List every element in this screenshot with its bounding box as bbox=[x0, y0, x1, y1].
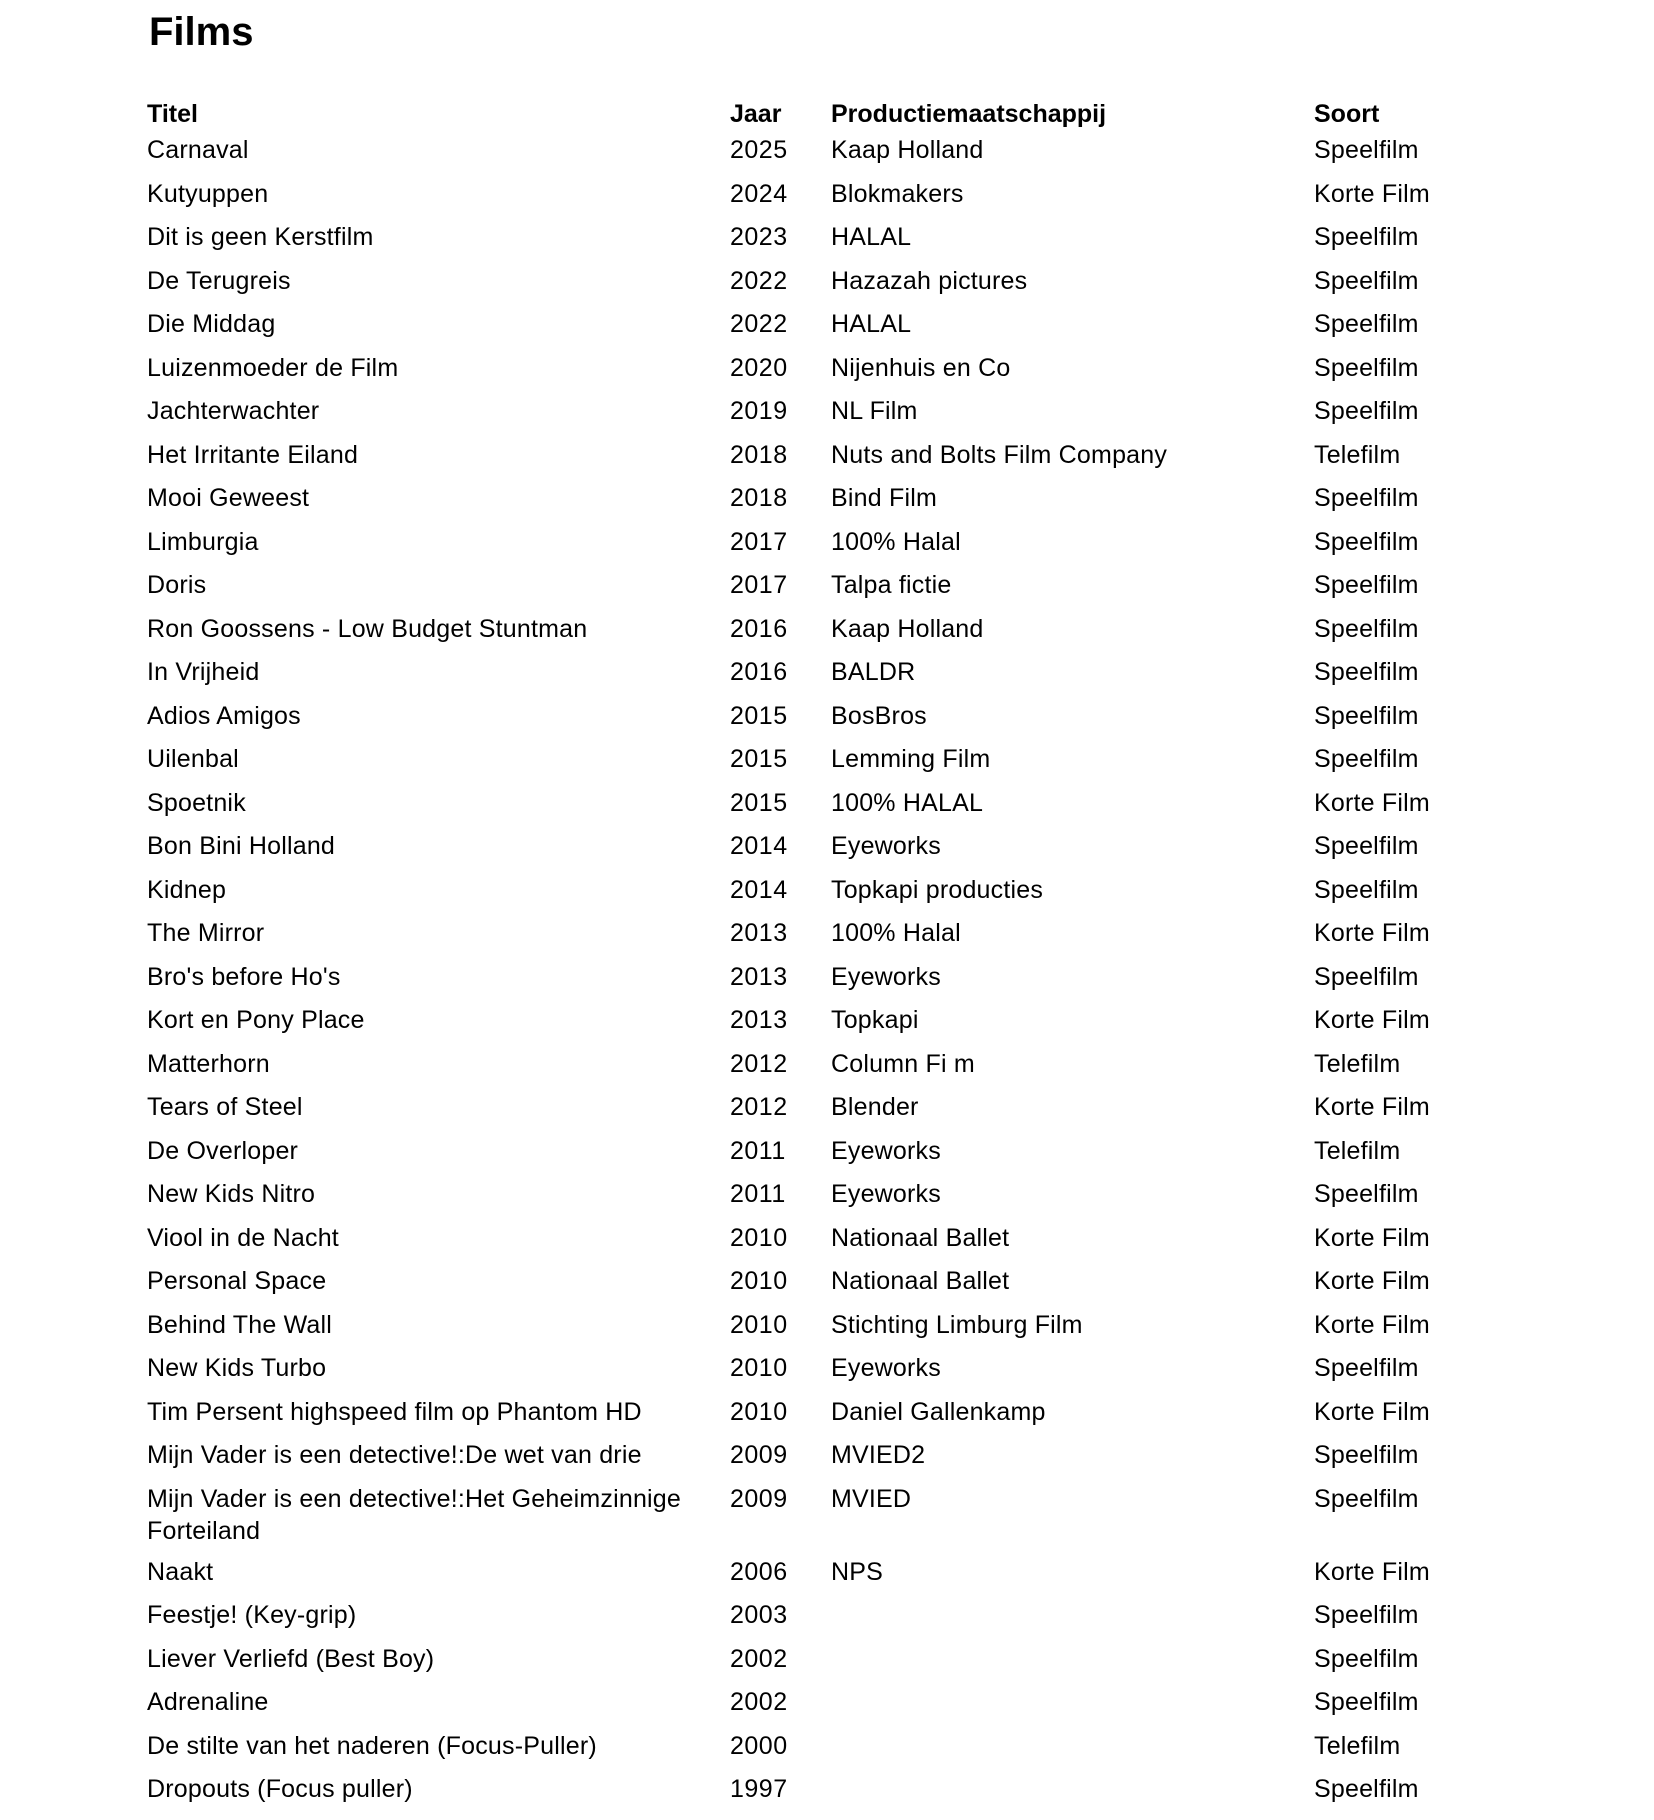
film-type-cell: Korte Film bbox=[1314, 1006, 1430, 1034]
film-type-cell: Korte Film bbox=[1314, 1267, 1430, 1295]
table-row bbox=[147, 917, 1447, 961]
table-row bbox=[147, 830, 1447, 874]
table-row bbox=[147, 961, 1447, 1005]
film-year-cell: 2003 bbox=[730, 1601, 788, 1629]
table-row bbox=[147, 1178, 1447, 1222]
film-year-cell: 2014 bbox=[730, 832, 788, 860]
table-row bbox=[147, 787, 1447, 831]
table-row bbox=[147, 1004, 1447, 1048]
film-year-cell: 2009 bbox=[730, 1484, 788, 1513]
film-year-cell: 2015 bbox=[730, 788, 788, 817]
films-table bbox=[147, 94, 1447, 1817]
column-header-company: Productiemaatschappij bbox=[831, 100, 1107, 128]
table-row bbox=[147, 1265, 1447, 1309]
film-type-cell: Speelfilm bbox=[1314, 223, 1419, 251]
film-type-cell: Speelfilm bbox=[1314, 1484, 1419, 1513]
film-year-cell: 2012 bbox=[730, 1093, 788, 1121]
table-header-row bbox=[147, 94, 1447, 134]
film-title-cell: Liever Verliefd (Best Boy) bbox=[147, 1644, 435, 1673]
film-year-cell: 2025 bbox=[730, 136, 788, 164]
film-year-cell: 2020 bbox=[730, 353, 788, 382]
film-year-cell: 2015 bbox=[730, 745, 788, 773]
film-year-cell: 2011 bbox=[730, 1180, 786, 1208]
film-type-cell: Telefilm bbox=[1314, 440, 1401, 469]
table-row bbox=[147, 1352, 1447, 1396]
table-row bbox=[147, 178, 1447, 222]
film-title-cell: Doris bbox=[147, 571, 207, 599]
table-row bbox=[147, 134, 1447, 178]
film-company-cell: Daniel Gallenkamp bbox=[831, 1397, 1046, 1426]
table-row bbox=[147, 439, 1447, 483]
film-company-cell: Nationaal Ballet bbox=[831, 1267, 1010, 1295]
film-company-cell: Blender bbox=[831, 1093, 919, 1121]
film-year-cell: 2000 bbox=[730, 1731, 788, 1760]
film-title-cell: Bro's before Ho's bbox=[147, 962, 341, 991]
film-title-cell: The Mirror bbox=[147, 919, 265, 947]
film-company-cell: NL Film bbox=[831, 397, 918, 425]
column-header-title: Titel bbox=[147, 100, 198, 128]
film-company-cell: Nationaal Ballet bbox=[831, 1223, 1010, 1252]
film-title-cell: Feestje! (Key-grip) bbox=[147, 1601, 357, 1629]
film-title-cell: Dropouts (Focus puller) bbox=[147, 1775, 413, 1803]
film-company-cell: Hazazah pictures bbox=[831, 266, 1028, 295]
film-company-cell: Eyeworks bbox=[831, 832, 941, 860]
table-row bbox=[147, 221, 1447, 265]
film-company-cell: Topkapi producties bbox=[831, 875, 1044, 904]
film-year-cell: 1997 bbox=[730, 1775, 788, 1803]
table-row bbox=[147, 352, 1447, 396]
table-row bbox=[147, 1556, 1447, 1600]
film-year-cell: 2011 bbox=[730, 1136, 786, 1165]
film-title-cell: De Terugreis bbox=[147, 266, 291, 295]
table-row bbox=[147, 1135, 1447, 1179]
film-year-cell: 2010 bbox=[730, 1397, 788, 1426]
film-type-cell: Speelfilm bbox=[1314, 310, 1419, 338]
film-company-cell: Eyeworks bbox=[831, 962, 941, 991]
film-year-cell: 2009 bbox=[730, 1441, 788, 1469]
film-company-cell: 100% Halal bbox=[831, 919, 961, 947]
film-title-cell: Luizenmoeder de Film bbox=[147, 353, 399, 382]
film-year-cell: 2023 bbox=[730, 223, 788, 251]
film-company-cell bbox=[831, 1643, 1314, 1687]
film-year-cell: 2018 bbox=[730, 440, 788, 469]
film-title-cell: De Overloper bbox=[147, 1136, 299, 1165]
film-company-cell: MVIED bbox=[831, 1484, 912, 1513]
film-company-cell: 100% HALAL bbox=[831, 788, 984, 817]
film-title-cell: Matterhorn bbox=[147, 1049, 270, 1078]
film-type-cell: Speelfilm bbox=[1314, 875, 1419, 904]
film-type-cell: Korte Film bbox=[1314, 1310, 1430, 1339]
film-type-cell: Telefilm bbox=[1314, 1049, 1401, 1078]
table-row bbox=[147, 874, 1447, 918]
film-title-cell: Tears of Steel bbox=[147, 1093, 303, 1121]
table-row bbox=[147, 526, 1447, 570]
film-title-cell: Het Irritante Eiland bbox=[147, 440, 359, 469]
table-row bbox=[147, 1439, 1447, 1483]
film-company-cell: BosBros bbox=[831, 701, 927, 730]
film-type-cell: Speelfilm bbox=[1314, 1775, 1419, 1803]
film-type-cell: Korte Film bbox=[1314, 1397, 1430, 1426]
table-row bbox=[147, 1599, 1447, 1643]
film-title-cell: New Kids Nitro bbox=[147, 1180, 316, 1208]
film-type-cell: Speelfilm bbox=[1314, 1688, 1419, 1716]
table-row bbox=[147, 1222, 1447, 1266]
film-year-cell: 2010 bbox=[730, 1310, 788, 1339]
film-company-cell: Nijenhuis en Co bbox=[831, 353, 1011, 382]
film-title-cell: Mijn Vader is een detective!:De wet van drie bbox=[147, 1441, 642, 1469]
table-row bbox=[147, 656, 1447, 700]
table-row bbox=[147, 613, 1447, 657]
film-type-cell: Korte Film bbox=[1314, 788, 1430, 817]
film-company-cell: Nuts and Bolts Film Company bbox=[831, 440, 1168, 469]
table-row bbox=[147, 265, 1447, 309]
film-year-cell: 2010 bbox=[730, 1267, 788, 1295]
film-company-cell: Kaap Holland bbox=[831, 614, 984, 643]
film-title-cell: New Kids Turbo bbox=[147, 1354, 327, 1382]
film-company-cell: Eyeworks bbox=[831, 1180, 941, 1208]
table-row bbox=[147, 743, 1447, 787]
film-year-cell: 2018 bbox=[730, 484, 788, 512]
page-title: Films bbox=[149, 10, 254, 54]
film-year-cell: 2024 bbox=[730, 179, 788, 208]
film-title-cell: Spoetnik bbox=[147, 788, 246, 817]
table-row bbox=[147, 1091, 1447, 1135]
film-type-cell: Telefilm bbox=[1314, 1731, 1401, 1760]
table-row bbox=[147, 1730, 1447, 1774]
film-company-cell: Lemming Film bbox=[831, 745, 991, 773]
film-company-cell: Talpa fictie bbox=[831, 571, 952, 599]
film-type-cell: Speelfilm bbox=[1314, 266, 1419, 295]
film-title-cell: Viool in de Nacht bbox=[147, 1223, 339, 1252]
film-type-cell: Speelfilm bbox=[1314, 1601, 1419, 1629]
film-year-cell: 2022 bbox=[730, 310, 788, 338]
film-title-cell: Jachterwachter bbox=[147, 397, 320, 425]
table-row bbox=[147, 1048, 1447, 1092]
film-company-cell: HALAL bbox=[831, 310, 912, 338]
film-year-cell: 2013 bbox=[730, 1006, 788, 1034]
film-company-cell bbox=[831, 1686, 1314, 1730]
film-year-cell: 2002 bbox=[730, 1644, 788, 1673]
film-year-cell: 2013 bbox=[730, 919, 788, 947]
film-company-cell: MVIED2 bbox=[831, 1441, 926, 1469]
film-title-cell: Mooi Geweest bbox=[147, 484, 310, 512]
film-company-cell: Eyeworks bbox=[831, 1354, 941, 1382]
table-row bbox=[147, 1483, 1447, 1556]
film-type-cell: Speelfilm bbox=[1314, 353, 1419, 382]
film-title-cell: Behind The Wall bbox=[147, 1310, 333, 1339]
film-company-cell: 100% Halal bbox=[831, 527, 961, 556]
film-company-cell: BALDR bbox=[831, 658, 916, 686]
film-company-cell: NPS bbox=[831, 1557, 884, 1586]
film-company-cell bbox=[831, 1730, 1314, 1774]
film-year-cell: 2017 bbox=[730, 527, 788, 556]
film-company-cell: Column Fi m bbox=[831, 1049, 975, 1078]
film-company-cell: Blokmakers bbox=[831, 179, 964, 208]
film-year-cell: 2010 bbox=[730, 1354, 788, 1382]
films-table-body bbox=[147, 134, 1447, 1817]
film-company-cell: Topkapi bbox=[831, 1006, 919, 1034]
film-year-cell: 2022 bbox=[730, 266, 788, 295]
film-title-cell: Adrenaline bbox=[147, 1688, 269, 1716]
film-title-cell: Kutyuppen bbox=[147, 179, 269, 208]
film-title-cell: Kidnep bbox=[147, 875, 227, 904]
film-year-cell: 2019 bbox=[730, 397, 788, 425]
film-type-cell: Speelfilm bbox=[1314, 832, 1419, 860]
film-type-cell: Speelfilm bbox=[1314, 527, 1419, 556]
film-type-cell: Speelfilm bbox=[1314, 962, 1419, 991]
film-type-cell: Speelfilm bbox=[1314, 136, 1419, 164]
film-title-cell: Uilenbal bbox=[147, 745, 239, 773]
film-title-cell: Ron Goossens - Low Budget Stuntman bbox=[147, 614, 588, 643]
film-type-cell: Speelfilm bbox=[1314, 1644, 1419, 1673]
table-row bbox=[147, 569, 1447, 613]
film-type-cell: Korte Film bbox=[1314, 179, 1430, 208]
film-title-cell: Limburgia bbox=[147, 527, 259, 556]
film-title-cell: Naakt bbox=[147, 1557, 214, 1586]
film-company-cell: Eyeworks bbox=[831, 1136, 941, 1165]
film-type-cell: Speelfilm bbox=[1314, 397, 1419, 425]
film-year-cell: 2014 bbox=[730, 875, 788, 904]
film-year-cell: 2016 bbox=[730, 614, 788, 643]
film-year-cell: 2016 bbox=[730, 658, 788, 686]
table-row bbox=[147, 482, 1447, 526]
film-title-cell: Bon Bini Holland bbox=[147, 832, 336, 860]
film-type-cell: Speelfilm bbox=[1314, 701, 1419, 730]
film-title-cell: Personal Space bbox=[147, 1267, 327, 1295]
film-title-cell: Carnaval bbox=[147, 136, 249, 164]
column-header-type: Soort bbox=[1314, 100, 1380, 128]
film-type-cell: Speelfilm bbox=[1314, 571, 1419, 599]
table-row bbox=[147, 1396, 1447, 1440]
film-type-cell: Speelfilm bbox=[1314, 658, 1419, 686]
film-title-cell: De stilte van het naderen (Focus-Puller) bbox=[147, 1731, 597, 1760]
film-type-cell: Speelfilm bbox=[1314, 1441, 1419, 1469]
film-year-cell: 2013 bbox=[730, 962, 788, 991]
film-title-cell: Die Middag bbox=[147, 310, 276, 338]
table-row bbox=[147, 700, 1447, 744]
film-title-cell: Adios Amigos bbox=[147, 701, 301, 730]
film-title-cell: Dit is geen Kerstfilm bbox=[147, 223, 374, 251]
film-type-cell: Speelfilm bbox=[1314, 1354, 1419, 1382]
film-year-cell: 2015 bbox=[730, 701, 788, 730]
film-type-cell: Speelfilm bbox=[1314, 614, 1419, 643]
film-company-cell: Bind Film bbox=[831, 484, 937, 512]
film-type-cell: Korte Film bbox=[1314, 1223, 1430, 1252]
table-row bbox=[147, 308, 1447, 352]
column-header-year: Jaar bbox=[730, 100, 782, 128]
table-row bbox=[147, 1309, 1447, 1353]
film-company-cell: Kaap Holland bbox=[831, 136, 984, 164]
film-type-cell: Speelfilm bbox=[1314, 1180, 1419, 1208]
film-type-cell: Telefilm bbox=[1314, 1136, 1401, 1165]
film-type-cell: Speelfilm bbox=[1314, 484, 1419, 512]
film-type-cell: Speelfilm bbox=[1314, 745, 1419, 773]
film-company-cell: Stichting Limburg Film bbox=[831, 1310, 1083, 1339]
film-title-cell: Tim Persent highspeed film op Phantom HD bbox=[147, 1397, 642, 1426]
film-company-cell bbox=[831, 1773, 1314, 1817]
film-type-cell: Korte Film bbox=[1314, 919, 1430, 947]
film-year-cell: 2017 bbox=[730, 571, 788, 599]
film-year-cell: 2002 bbox=[730, 1688, 788, 1716]
table-row bbox=[147, 395, 1447, 439]
table-row bbox=[147, 1773, 1447, 1817]
film-type-cell: Korte Film bbox=[1314, 1557, 1430, 1586]
table-row bbox=[147, 1686, 1447, 1730]
film-title-cell: Mijn Vader is een detective!:Het Geheimzinnige Forteiland bbox=[147, 1484, 682, 1545]
film-year-cell: 2010 bbox=[730, 1223, 788, 1252]
film-type-cell: Korte Film bbox=[1314, 1093, 1430, 1121]
film-title-cell: Kort en Pony Place bbox=[147, 1006, 365, 1034]
film-title-cell: In Vrijheid bbox=[147, 658, 260, 686]
film-company-cell bbox=[831, 1599, 1314, 1643]
film-company-cell: HALAL bbox=[831, 223, 912, 251]
film-year-cell: 2012 bbox=[730, 1049, 788, 1078]
film-year-cell: 2006 bbox=[730, 1557, 788, 1586]
table-row bbox=[147, 1643, 1447, 1687]
